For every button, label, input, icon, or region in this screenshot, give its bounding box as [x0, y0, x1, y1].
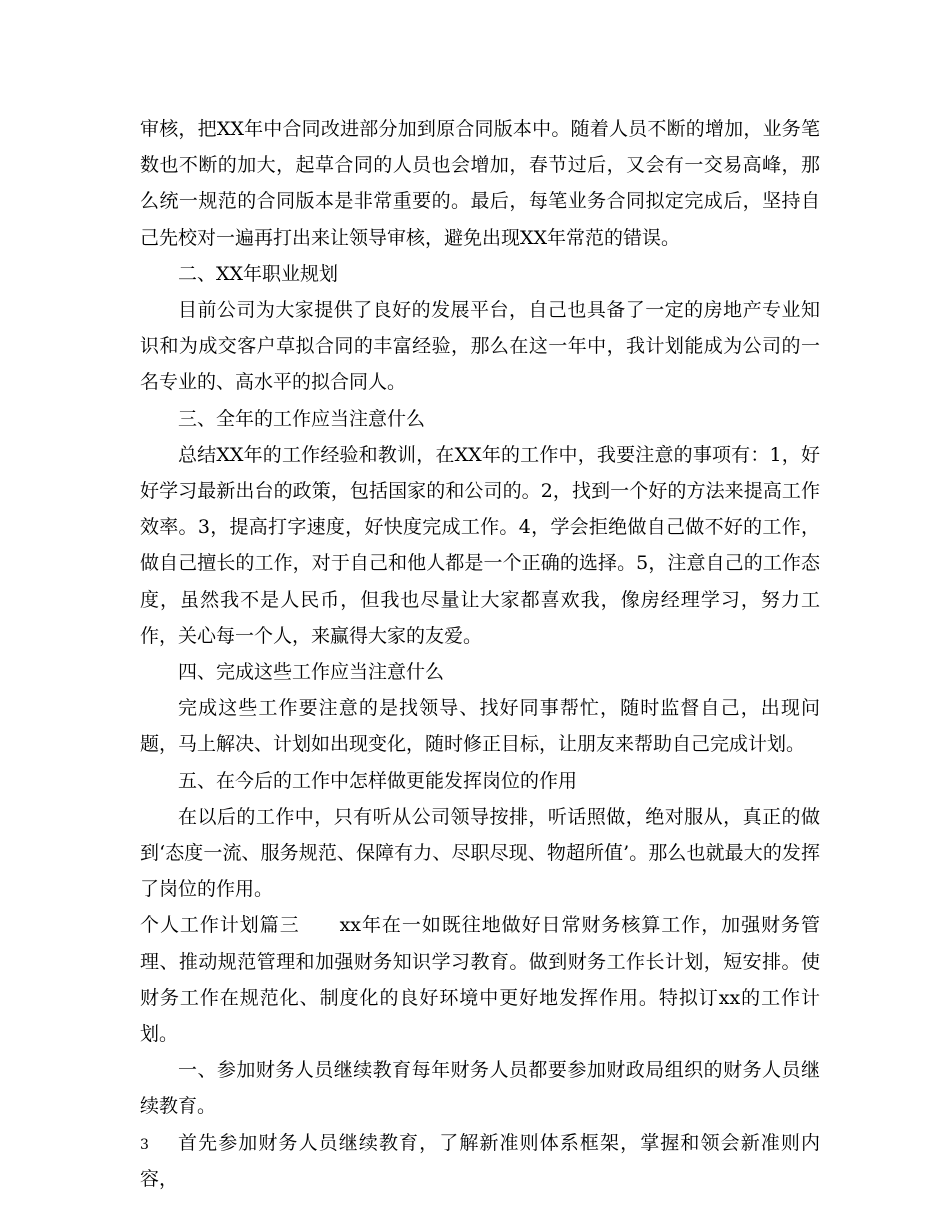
- paragraph-1: 审核，把XX年中合同改进部分加到原合同版本中。随着人员不断的增加，业务笔数也不断的加大，起草合同的人员也会增加，春节过后，又会有一交易高峰，那么统一规范的合同版本是非常重要的。最后，每笔业务合同拟定完成后，坚持自己先校对一遍再打出来让领导审核，避免出现XX年常范的错误。: [140, 118, 820, 249]
- paragraph-3: 目前公司为大家提供了良好的发展平台，自己也具备了一定的房地产专业知识和为成交客户草拟合同的丰富经验，那么在这一年中，我计划能成为公司的一名专业的、高水平的拟合同人。: [140, 299, 820, 394]
- section-heading-3: 三、全年的工作应当注意什么: [178, 407, 426, 430]
- paragraph-7: 完成这些工作要注意的是找领导、找好同事帮忙，随时监督自己，出现问题，马上解决、计划如出现变化，随时修正目标，让朋友来帮助自己完成计划。: [140, 697, 820, 756]
- paragraph-plan-part-three: 个人工作计划篇三 xx年在一如既往地做好日常财务核算工作，加强财务管理、推动规范管理和加强财务知识学习教育。做到财务工作长计划，短安排。使财务工作在规范化、制度化的良好环境中更好地发挥作用。特拟订xx的工作计划。: [140, 914, 820, 1046]
- page-number: 3: [140, 1137, 149, 1153]
- section-heading-5: 五、在今后的工作中怎样做更能发挥岗位的作用: [178, 769, 578, 792]
- document-body: [140, 111, 820, 1197]
- paragraph-5: 总结XX年的工作经验和教训，在XX年的工作中，我要注意的事项有：1，好好学习最新出台的政策，包括国家的和公司的。2，找到一个好的方法来提高工作效率。3，提高打字速度，好快度完成工作。4，学会拒绝做自己做不好的工作，做自己擅长的工作，对于自己和他人都是一个正确的选择。5，注意自己的工作态度，虽然我不是人民币，但我也尽量让大家都喜欢我，像房经理学习，努力工作，关心每一个人，来赢得大家的友爱。: [140, 443, 820, 647]
- section-heading-4: 四、完成这些工作应当注意什么: [178, 661, 445, 684]
- paragraph-12: 首先参加财务人员继续教育，了解新准则体系框架，掌握和领会新准则内容，: [140, 1131, 820, 1190]
- paragraph-9: 在以后的工作中，只有听从公司领导按排，听话照做，绝对服从，真正的做到‘态度一流、服务规范、保障有力、尽职尽现、物超所值’。那么也就最大的发挥了岗位的作用。: [140, 805, 820, 901]
- section-heading-2: 二、XX年职业规划: [178, 262, 339, 285]
- paragraph-continuing-education: 一、参加财务人员继续教育每年财务人员都要参加财政局组织的财务人员继续教育。: [140, 1059, 820, 1118]
